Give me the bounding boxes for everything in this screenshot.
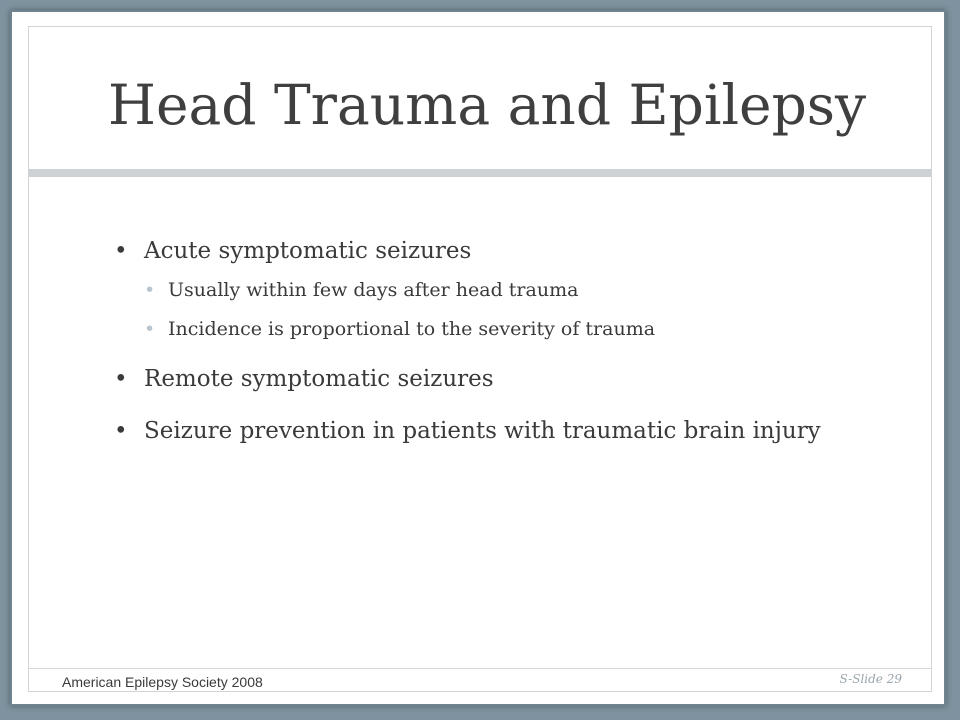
bullet-icon: • <box>114 418 128 444</box>
bullet-item <box>108 414 868 448</box>
slide-number: S-Slide 29 <box>839 672 902 686</box>
bullet-icon: • <box>114 366 128 392</box>
footer-divider <box>28 668 932 669</box>
bullet-text: Acute symptomatic seizures <box>144 238 472 264</box>
bullet-item <box>108 362 868 396</box>
bullet-text: Seizure prevention in patients with traumatic brain injury <box>144 418 821 444</box>
slide <box>10 10 946 706</box>
bullet-text: Remote symptomatic seizures <box>144 366 494 392</box>
sub-bullet-item <box>144 315 868 344</box>
bullet-item <box>108 234 868 344</box>
footer-source: American Epilepsy Society 2008 <box>62 674 263 690</box>
sub-bullet-item <box>144 276 868 305</box>
bullet-icon: • <box>114 238 128 264</box>
slide-title: Head Trauma and Epilepsy <box>108 73 867 137</box>
sub-bullet-list <box>144 276 868 344</box>
sub-bullet-text: Usually within few days after head trauma <box>168 279 579 301</box>
bullet-list <box>108 234 868 466</box>
sub-bullet-text: Incidence is proportional to the severity of trauma <box>168 318 656 340</box>
title-divider-bar <box>28 169 932 177</box>
sub-bullet-icon: • <box>144 279 156 301</box>
sub-bullet-icon: • <box>144 318 156 340</box>
